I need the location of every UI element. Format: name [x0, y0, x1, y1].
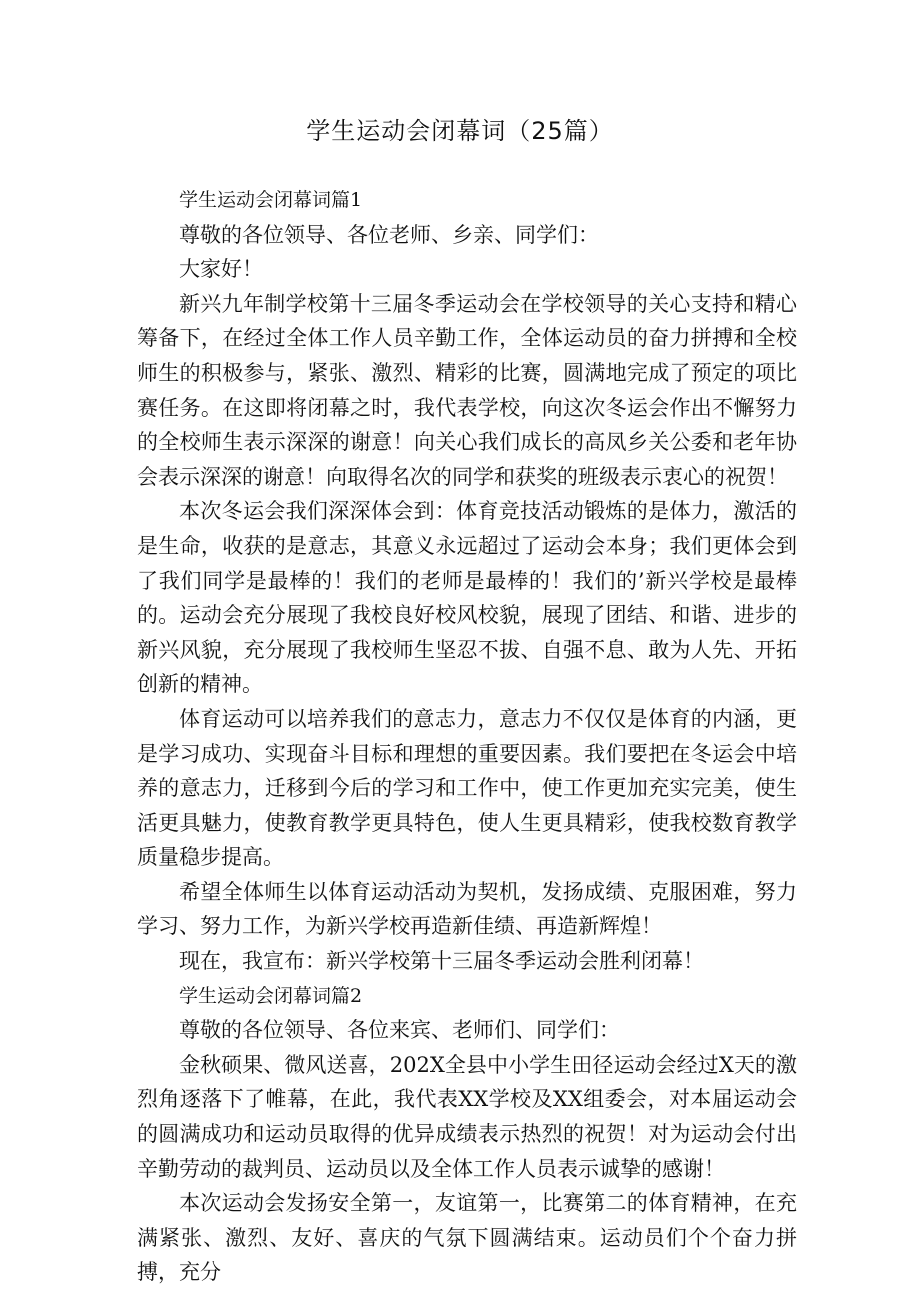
document-body — [137, 183, 797, 1290]
salutation: 尊敬的各位领导、各位老师、乡亲、同学们： — [179, 222, 599, 247]
greeting: 大家好！ — [179, 257, 263, 282]
body-paragraph: 本次运动会发扬安全第一，友谊第一，比赛第二的体育精神，在充满紧张、激烈、友好、喜庆的气氛下圆满结束。运动员们个个奋力拼搏，充分 — [137, 1191, 797, 1285]
body-paragraph: 金秋硕果、微风送喜，202X全县中小学生田径运动会经过X天的激烈角逐落下了帷幕，在此，我代表XX学校及XX组委会，对本届运动会的圆满成功和运动员取得的优异成绩表示热烈的祝贺！对为运动会付出辛勤劳动的裁判员、运动员以及全体工作人员表示诚挚的感谢！ — [137, 1052, 797, 1181]
closing-announcement: 现在，我宣布：新兴学校第十三届冬季运动会胜利闭幕！ — [179, 949, 704, 974]
body-paragraph: 希望全体师生以体育运动活动为契机，发扬成绩、克服困难，努力学习、努力工作，为新兴学校再造新佳绩、再造新辉煌！ — [137, 879, 797, 939]
section-heading: 学生运动会闭幕词篇2 — [179, 984, 363, 1007]
body-paragraph: 新兴九年制学校第十三届冬季运动会在学校领导的关心支持和精心筹备下，在经过全体工作人员辛勤工作，全体运动员的奋力拼搏和全校师生的积极参与，紧张、激烈、精彩的比赛，圆满地完成了预定的项比赛任务。在这即将闭幕之时，我代表学校，向这次冬运会作出不懈努力的全校师生表示深深的谢意！向关心我们成长的高凤乡关公委和老年协会表示深深的谢意！向取得名次的同学和获奖的班级表示衷心的祝贺！ — [137, 291, 797, 489]
body-paragraph: 本次冬运会我们深深体会到：体育竞技活动锻炼的是体力，激活的是生命，收获的是意志，其意义永远超过了运动会本身；我们更体会到了我们同学是最棒的！我们的老师是最棒的！我们的’新兴学校是最棒的。运动会充分展现了我校良好校风校貌，展现了团结、和谐、进步的新兴风貌，充分展现了我校师生坚忍不拔、自强不息、敢为人先、开拓创新的精神。 — [137, 499, 797, 697]
document-title: 学生运动会闭幕词（25篇） — [306, 117, 614, 145]
section-heading: 学生运动会闭幕词篇1 — [179, 189, 363, 211]
body-paragraph: 体育运动可以培养我们的意志力，意志力不仅仅是体育的内涵，更是学习成功、实现奋斗目标和理想的重要因素。我们要把在冬运会中培养的意志力，迁移到今后的学习和工作中，使工作更加充实完美，使生活更具魅力，使教育教学更具特色，使人生更具精彩，使我校数育教学质量稳步提高。 — [137, 706, 797, 870]
salutation: 尊敬的各位领导、各位来宾、老师们、同学们： — [179, 1018, 620, 1043]
